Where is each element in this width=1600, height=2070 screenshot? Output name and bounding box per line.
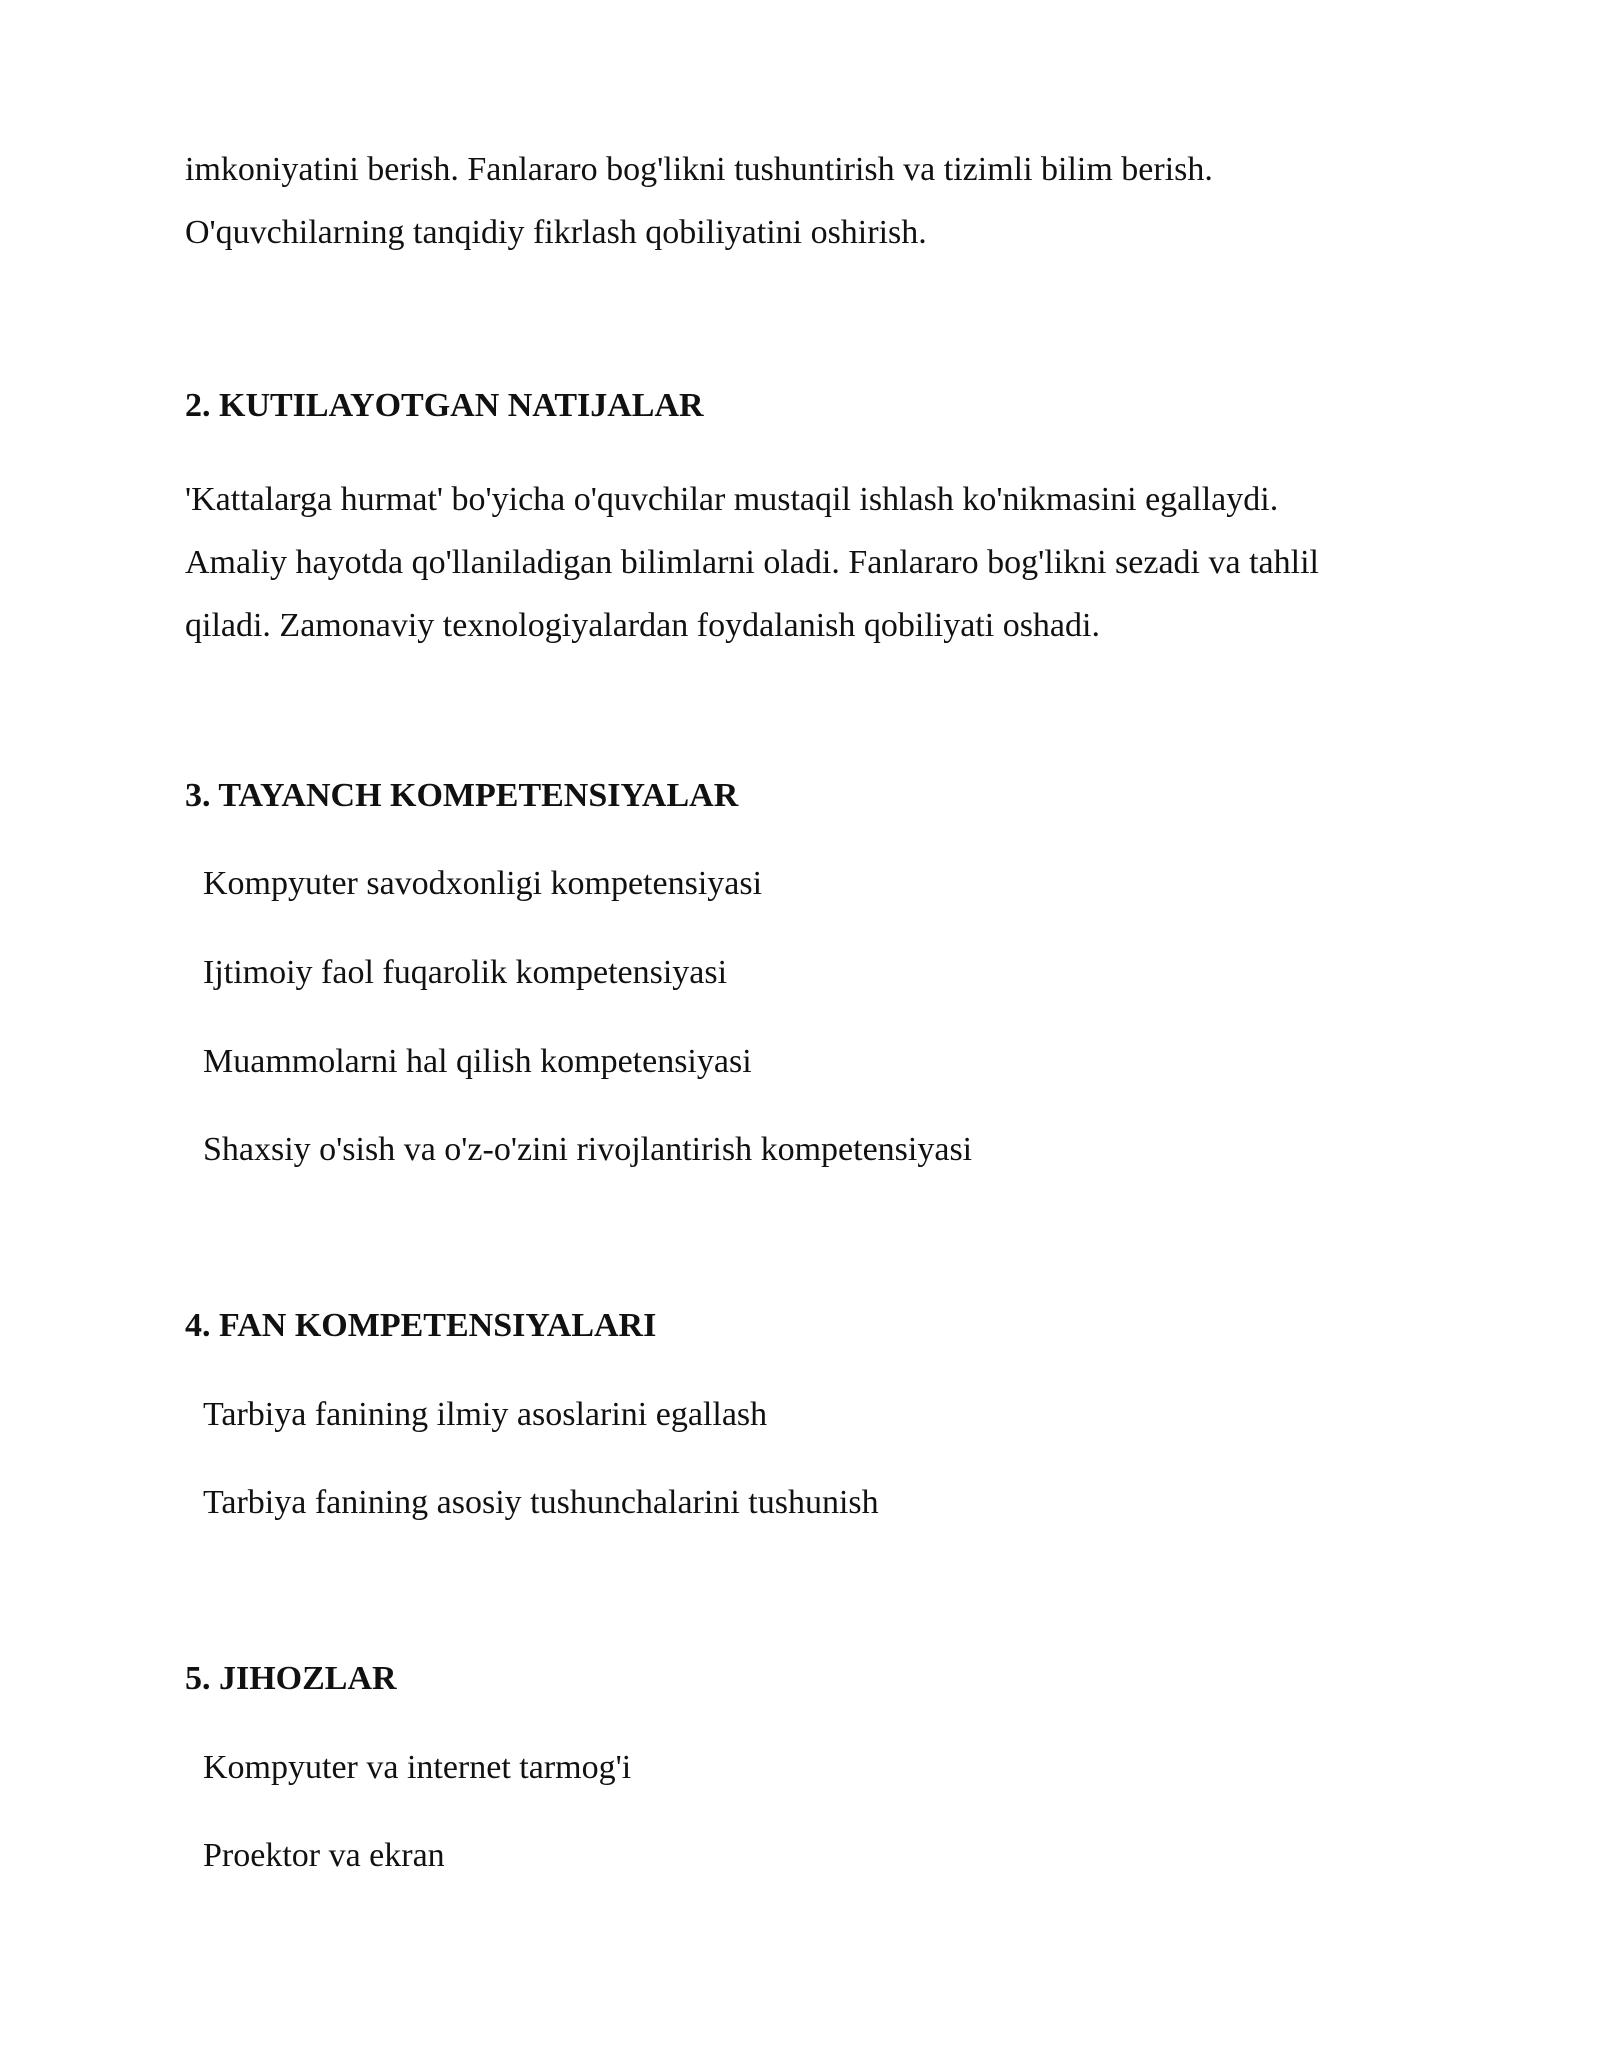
list-item: Tarbiya fanining asosiy tushunchalarini tushunish bbox=[203, 1484, 879, 1521]
section-heading-jihozlar: 5. JIHOZLAR bbox=[185, 1660, 397, 1697]
section-heading-kutilayotgan-natijalar: 2. KUTILAYOTGAN NATIJALAR bbox=[185, 387, 704, 424]
list-item: Muammolarni hal qilish kompetensiyasi bbox=[203, 1043, 752, 1080]
paragraph-line: O'quvchilarning tanqidiy fikrlash qobiliyatini oshirish. bbox=[185, 214, 927, 251]
list-item: Tarbiya fanining ilmiy asoslarini egallash bbox=[203, 1396, 768, 1433]
paragraph-line: Amaliy hayotda qo'llaniladigan bilimlarni oladi. Fanlararo bog'likni sezadi va tahlil bbox=[185, 544, 1319, 581]
section-paragraph-natijalar bbox=[185, 468, 1445, 657]
paragraph-line: qiladi. Zamonaviy texnologiyalardan foydalanish qobiliyati oshadi. bbox=[185, 607, 1100, 644]
paragraph-line: 'Kattalarga hurmat' bo'yicha o'quvchilar mustaqil ishlash ko'nikmasini egallaydi. bbox=[185, 481, 1279, 518]
intro-paragraph bbox=[185, 138, 1445, 264]
section-heading-fan-kompetensiyalari: 4. FAN KOMPETENSIYALARI bbox=[185, 1307, 657, 1344]
list-item: Kompyuter va internet tarmog'i bbox=[203, 1749, 632, 1786]
section-heading-tayanch-kompetensiyalar: 3. TAYANCH KOMPETENSIYALAR bbox=[185, 777, 739, 814]
list-item: Ijtimoiy faol fuqarolik kompetensiyasi bbox=[203, 954, 728, 991]
list-item: Kompyuter savodxonligi kompetensiyasi bbox=[203, 865, 763, 902]
list-item: Proektor va ekran bbox=[203, 1837, 445, 1874]
paragraph-line: imkoniyatini berish. Fanlararo bog'likni tushuntirish va tizimli bilim berish. bbox=[185, 151, 1213, 188]
list-item: Shaxsiy o'sish va o'z-o'zini rivojlantirish kompetensiyasi bbox=[203, 1131, 973, 1168]
